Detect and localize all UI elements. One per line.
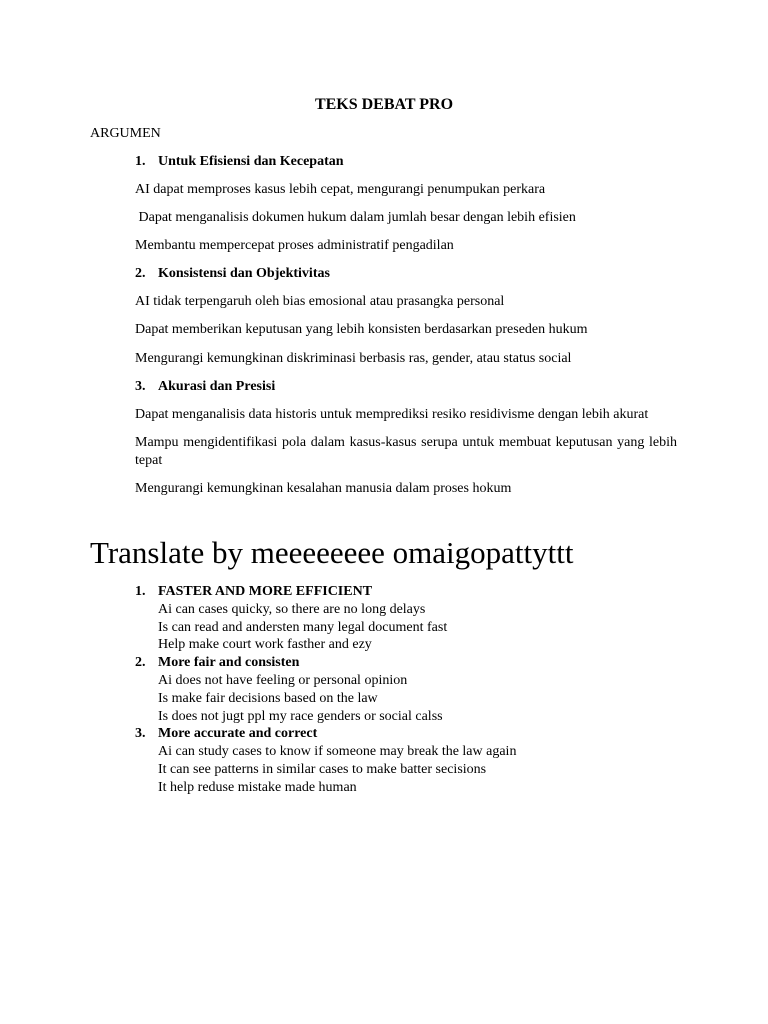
argument-point: Dapat memberikan keputusan yang lebih konsisten berdasarkan preseden hukum [135, 322, 588, 337]
translation-heading-text: More accurate and correct [158, 726, 318, 742]
translation-number: 1. [135, 584, 146, 599]
argument-heading-text: Untuk Efisiensi dan Kecepatan [158, 154, 344, 169]
translation-line: Ai does not have feeling or personal opinion [158, 672, 408, 688]
translation-heading-3 [135, 725, 516, 743]
translation-heading-2 [135, 654, 516, 672]
translation-heading-text: FASTER AND MORE EFFICIENT [158, 584, 373, 599]
argument-heading-3 [135, 378, 275, 396]
translation-heading-1 [135, 583, 516, 601]
translation-heading-text: More fair and consisten [158, 655, 300, 671]
translation-line: Is can read and andersten many legal document fast [158, 619, 448, 635]
argument-heading-text: Konsistensi dan Objektivitas [158, 266, 330, 281]
translation-list [135, 583, 516, 797]
argument-heading-text: Akurasi dan Presisi [158, 379, 276, 394]
translation-line: It help reduse mistake made human [158, 779, 357, 795]
argument-number: 2. [135, 266, 146, 281]
translation-line: It can see patterns in similar cases to make batter secisions [158, 761, 487, 777]
argument-point: Mengurangi kemungkinan kesalahan manusia dalam proses hokum [135, 481, 512, 496]
argument-number: 1. [135, 154, 146, 169]
translation-line: Ai can study cases to know if someone may break the law again [158, 744, 517, 760]
translation-line: Is does not jugt ppl my race genders or social calss [158, 708, 443, 724]
document-title: TEKS DEBAT PRO [314, 96, 454, 113]
section-label: ARGUMEN [90, 126, 161, 141]
argument-point: AI dapat memproses kasus lebih cepat, mengurangi penumpukan perkara [135, 182, 546, 197]
argument-point: Dapat menganalisis dokumen hukum dalam jumlah besar dengan lebih efisien [135, 210, 576, 225]
argument-point: Membantu mempercepat proses administratif pengadilan [135, 238, 454, 253]
translation-heading: Translate by meeeeeeee omaigopattyttt [90, 535, 574, 570]
argument-heading-2 [135, 265, 330, 283]
argument-point: Mampu mengidentifikasi pola dalam kasus-kasus serupa untuk membuat keputusan yang lebih tepat [135, 435, 677, 468]
translation-line: Help make court work fasther and ezy [158, 637, 372, 653]
argument-number: 3. [135, 379, 146, 394]
translation-line: Is make fair decisions based on the law [158, 690, 378, 706]
argument-point: Mengurangi kemungkinan diskriminasi berbasis ras, gender, atau status social [135, 351, 572, 366]
argument-point: Dapat menganalisis data historis untuk memprediksi resiko residivisme dengan lebih akurat [135, 407, 649, 422]
translation-number: 2. [135, 655, 146, 671]
argument-point: AI tidak terpengaruh oleh bias emosional atau prasangka personal [135, 294, 505, 309]
translation-number: 3. [135, 726, 146, 742]
translation-line: Ai can cases quicky, so there are no long delays [158, 601, 426, 617]
argument-heading-1 [135, 153, 344, 171]
